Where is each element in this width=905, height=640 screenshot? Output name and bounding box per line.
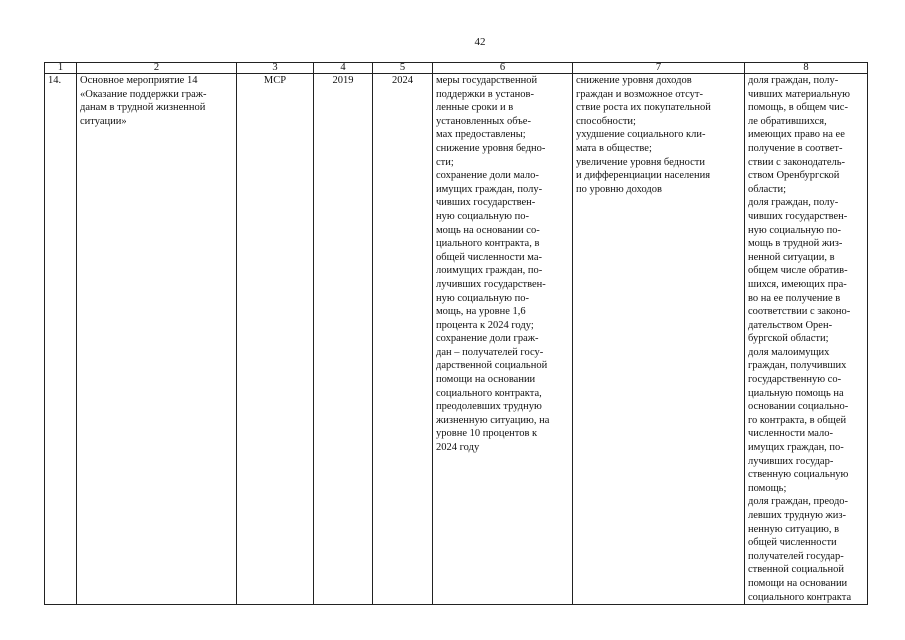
row-number: 14. [45, 74, 77, 605]
header-cell-4: 4 [314, 63, 373, 74]
header-cell-2: 2 [77, 63, 237, 74]
header-row [45, 63, 868, 74]
end-year: 2024 [373, 74, 433, 605]
table-row [45, 74, 868, 605]
header-cell-3: 3 [237, 63, 314, 74]
header-cell-1: 1 [45, 63, 77, 74]
executor: МСР [237, 74, 314, 605]
header-cell-6: 6 [433, 63, 573, 74]
measures-table [44, 62, 868, 605]
indicators: доля граждан, полу- чивших материальную помощь, в общем чис- ле обратившихся, имеющих право на ее получение в соответ- ствии с законодатель- ством Оренбургской области; доля граждан, полу- чивших государствен- ную социальную по- мощь в трудной жиз- ненной ситуации, в общем числе обратив- шихся, имеющих пра- во на ее получение в соответствии с законо- дательством Орен- бургской области; доля малоимущих граждан, получивших государственную со- циальную помощь на основании социально- го контракта, в общей численности мало- имущих граждан, по- лучивших государ- ственную социальную помощь; доля граждан, преодо- левших трудную жиз- ненную ситуацию, в общей численности получателей государ- ственной социальной помощи на основании социального контракта [745, 74, 868, 605]
consequences: снижение уровня доходов граждан и возможное отсут- ствие роста их покупательной способности; ухудшение социального кли- мата в обществе; увеличение уровня бедности и дифференциации населения по уровню доходов [573, 74, 745, 605]
measure-name: Основное мероприятие 14 «Оказание поддержки граж- данам в трудной жизненной ситуации» [77, 74, 237, 605]
page-number: 42 [474, 36, 486, 48]
header-cell-7: 7 [573, 63, 745, 74]
header-cell-5: 5 [373, 63, 433, 74]
header-cell-8: 8 [745, 63, 868, 74]
start-year: 2019 [314, 74, 373, 605]
expected-result: меры государственной поддержки в установ- ленные сроки и в установленных объе- мах предоставлены; снижение уровня бедно- сти; сохранение доли мало- имущих граждан, полу- чивших государствен- ную социальную по- мощь на основании со- циального контракта, в общей численности ма- лоимущих граждан, по- лучивших государствен- ную социальную по- мощь, на уровне 1,6 процента к 2024 году; сохранение доли граж- дан – получателей госу- дарственной социальной помощи на основании социального контракта, преодолевших трудную жизненную ситуацию, на уровне 10 процентов к 2024 году [433, 74, 573, 605]
